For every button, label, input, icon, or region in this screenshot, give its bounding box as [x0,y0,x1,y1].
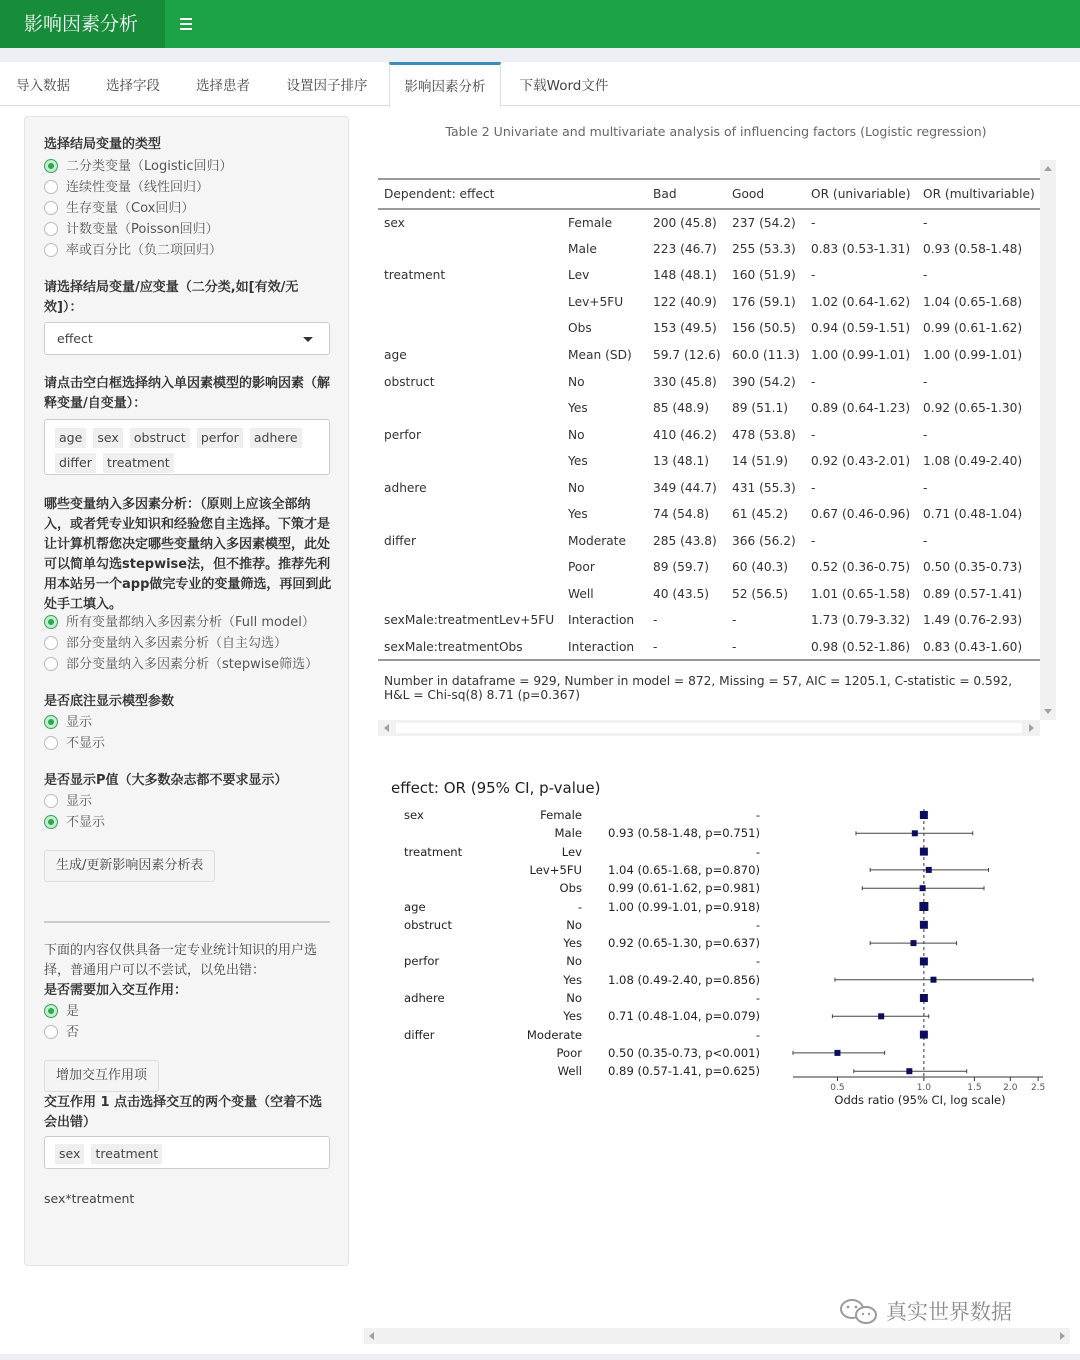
table-cell: 148 (48.1) [653,268,717,283]
table-cell: 153 (49.5) [653,321,717,336]
table-horizontal-scrollbar[interactable] [378,720,1040,736]
radio-circle-icon [44,180,58,194]
x-tick-label: 0.5 [830,1083,845,1093]
forest-text: - [755,1027,760,1042]
table-row [378,607,1040,634]
table-cell: treatment [384,268,446,283]
forest-var: treatment [404,844,463,859]
table-cell: Lev+5FU [568,294,624,309]
table-cell: Interaction [568,613,635,628]
x-tick-label: 2.0 [1003,1083,1018,1093]
top-navbar [0,0,1080,48]
table-cell: 52 (56.5) [732,586,789,601]
table-cell: 330 (45.8) [653,374,717,389]
forest-text: - [755,844,760,859]
table-cell: 1.02 (0.64-1.62) [811,294,911,309]
or-point [910,940,916,946]
table-caption: Table 2 Univariate and multivariate analysis of influencing factors (Logistic regression) [445,124,987,139]
x-tick-label: 1.0 [916,1083,932,1093]
table-cell: 478 (53.8) [732,427,796,442]
table-cell: Well [568,586,594,601]
table-cell: 1.04 (0.65-1.68) [923,294,1023,309]
or-point [920,1031,928,1039]
table-cell: 0.92 (0.65-1.30) [923,401,1023,416]
radio-full-model[interactable]: 所有变量都纳入多因素分析（Full model） [44,613,315,633]
table-cell: Moderate [568,533,626,548]
table-row [378,342,1040,369]
table-cell: - [647,634,726,661]
forest-text: - [755,808,760,822]
table-cell: No [568,374,585,389]
forest-var: age [404,899,426,914]
table-cell: - [726,634,805,661]
wechat-logo-icon [838,1296,882,1326]
table-row [378,554,1040,581]
forest-var: adhere [404,991,445,1005]
radio-pvalue-hide[interactable]: 不显示 [44,813,105,833]
tab-select-fields[interactable]: 选择字段 [106,78,160,94]
forest-level: Yes [563,1009,582,1024]
add-interaction-button[interactable]: 增加交互作用项 [44,1060,159,1092]
forest-text: - [755,917,760,932]
forest-level: Female [540,808,582,822]
table-cell: 0.83 (0.43-1.60) [917,634,1040,661]
forest-text: - [755,954,760,969]
forest-text: 0.71 (0.48-1.04, p=0.079) [608,1009,760,1024]
table-cell: 176 (59.1) [732,294,796,309]
col-header: OR (multivariable) [917,179,1040,209]
radio-footnote-hide[interactable]: 不显示 [44,734,105,754]
table-cell: 14 (51.9) [732,454,789,469]
table-cell: Interaction [562,634,647,661]
tab-factor-order[interactable]: 设置因子排序 [286,78,368,94]
radio-interaction-no[interactable]: 否 [44,1023,79,1043]
table-cell: 431 (55.3) [732,480,796,495]
interaction-label: 是否需要加入交互作用： [44,983,188,998]
table-row [378,395,1040,422]
or-point [920,811,928,819]
table-row [378,209,1040,236]
table-cell: 122 (40.9) [653,294,717,309]
or-point [912,830,918,836]
tab-import-data[interactable]: 导入数据 [16,78,70,94]
table-cell: 0.89 (0.64-1.23) [811,401,911,416]
table-cell: 60 (40.3) [732,560,789,575]
table-cell: Lev [568,268,590,283]
table-cell: 40 (43.5) [653,586,710,601]
table-cell: Yes [568,454,588,469]
table-row [378,262,1040,289]
table-cell: 61 (45.2) [732,507,789,522]
table-row [378,448,1040,475]
table-cell: 0.98 (0.52-1.86) [805,634,917,661]
divider [44,921,330,923]
table-cell: 0.83 (0.53-1.31) [811,241,911,256]
factor-tag[interactable]: age [55,428,86,448]
table-row [378,315,1040,342]
radio-circle-icon [44,243,58,257]
table-cell: 74 (54.8) [653,507,710,522]
col-header: Dependent: effect [378,179,562,209]
table-cell: - [923,480,928,495]
table-cell: Obs [568,321,592,336]
table-cell: 89 (51.1) [732,401,789,416]
outcome-var-label: 请选择结局变量/应变量（二分类,如[有效/无效]）： [44,280,299,315]
table-cell: 255 (53.3) [732,241,796,256]
table-cell: 0.52 (0.36-0.75) [811,560,911,575]
forest-level: Yes [563,936,582,951]
table-cell: - [732,613,737,628]
table-cell [378,554,562,581]
or-point [920,885,926,891]
forest-level: Obs [559,881,582,896]
generate-table-button[interactable]: 生成/更新影响因素分析表 [44,850,215,882]
radio-interaction-yes[interactable]: 是 [44,1002,79,1022]
forest-text: 0.99 (0.61-1.62, p=0.981) [608,881,760,896]
table-cell: 1.01 (0.65-1.58) [811,586,911,601]
factor-tag[interactable]: sex [93,428,122,448]
x-axis-label: Odds ratio (95% CI, log scale) [834,1093,1006,1107]
table-header-row [378,179,1040,209]
table-cell: 1.08 (0.49-2.40) [923,454,1023,469]
or-point [834,1050,840,1056]
table-cell: No [568,480,585,495]
header-strip [0,48,1080,62]
table-cell: Male [568,241,597,256]
results-table [378,178,1040,661]
forest-text: 0.50 (0.35-0.73, p<0.001) [608,1045,760,1060]
table-cell: 410 (46.2) [653,427,717,442]
scroll-right-icon[interactable] [1029,724,1034,732]
tab-factor-analysis[interactable]: 影响因素分析 [389,62,501,107]
table-cell: 0.67 (0.46-0.96) [811,507,911,522]
advanced-note: 下面的内容仅供具备一定专业统计知识的用户选择，普通用户可以不尝试，以免出错： [44,943,318,978]
table-cell: Mean (SD) [568,348,632,362]
table-cell: - [923,374,928,389]
table-row [378,421,1040,448]
radio-circle-icon [44,201,58,215]
table-row [378,634,1040,661]
forest-level: No [566,917,582,932]
pvalue-label: 是否显示P值（大多数杂志都不要求显示） [44,773,288,788]
table-cell: age [384,348,407,362]
forest-level: Yes [563,972,582,987]
scroll-up-icon[interactable] [1044,166,1052,171]
interaction-formula: sex*treatment [44,1191,135,1206]
forest-plot-title: effect: OR (95% CI, p-value) [391,779,601,797]
scroll-down-icon[interactable] [1044,709,1052,714]
table-cell [378,581,562,608]
table-cell: 0.93 (0.58-1.48) [923,241,1023,256]
settings-panel [24,116,349,1266]
table-cell [378,448,562,475]
table-row [378,528,1040,555]
table-cell: adhere [384,480,427,495]
forest-text: 0.92 (0.65-1.30, p=0.637) [608,936,760,951]
table-cell: - [811,533,816,548]
table-cell: - [923,215,928,230]
table-row [378,368,1040,395]
radio-circle-icon [44,1004,58,1018]
radio-circle-icon [44,159,58,173]
or-point [930,977,936,983]
interaction-tag[interactable]: treatment [91,1144,162,1164]
radio-count[interactable]: 计数变量（Poisson回归） [44,220,219,240]
scroll-left-icon[interactable] [369,1332,374,1340]
table-cell: 223 (46.7) [653,241,717,256]
forest-text: 0.89 (0.57-1.41, p=0.625) [608,1064,760,1079]
forest-level: Moderate [526,1027,582,1042]
forest-level: No [566,954,582,969]
factors-multiselect[interactable] [44,419,330,475]
table-cell [378,501,562,528]
table-cell: - [923,427,928,442]
forest-level: No [566,991,582,1005]
or-point [919,902,928,911]
table-row [378,581,1040,608]
radio-pvalue-show[interactable]: 显示 [44,792,92,812]
table-cell: - [811,480,816,495]
forest-level: - [577,899,582,914]
table-cell: No [568,427,585,442]
table-cell: 200 (45.8) [653,215,717,230]
interaction-tag[interactable]: sex [55,1144,84,1164]
forest-level: Well [557,1064,582,1079]
results-table-container [378,160,1056,736]
table-cell: 89 (59.7) [653,560,710,575]
table-cell: Yes [568,507,588,522]
table-cell: - [811,268,816,283]
radio-circle-icon [44,815,58,829]
table-cell [378,315,562,342]
table-cell: 156 (50.5) [732,321,796,336]
or-point [906,1068,912,1074]
radio-circle-icon [44,636,58,650]
radio-continuous[interactable]: 连续性变量（线性回归） [44,178,209,198]
radio-circle-icon [44,615,58,629]
forest-text: 0.93 (0.58-1.48, p=0.751) [608,826,760,841]
radio-circle-icon [44,222,58,236]
radio-circle-icon [44,657,58,671]
x-tick-label: 1.5 [967,1083,982,1093]
outcome-var-select[interactable] [44,322,330,355]
hamburger-icon[interactable] [176,13,196,35]
multi-analysis-label: 哪些变量纳入多因素分析：（原则上应该全部纳入，或者凭专业知识和经验您自主选择。下策才是让计算机帮您决定哪些变量纳入多因素模型，此处可以简单勾选stepwise法，但不推荐。推荐先利用本站另一个app做完专业的变量筛选，再回到此处手工填入。 [44,497,332,612]
scroll-left-icon[interactable] [384,724,389,732]
radio-survival[interactable]: 生存变量（Cox回归） [44,199,194,219]
radio-rate[interactable]: 率或百分比（负二项回归） [44,241,222,261]
interaction1-label: 交互作用 1 点击选择交互的两个变量（空着不选会出错） [44,1095,323,1130]
table-cell: - [923,533,928,548]
forest-text: - [755,991,760,1005]
outcome-var-value: effect [57,331,93,346]
forest-text: 1.00 (0.99-1.01, p=0.918) [608,899,760,914]
table-cell: - [811,215,816,230]
forest-plot-axes [780,772,1052,1122]
table-cell: - [811,374,816,389]
table-cell: 1.00 (0.99-1.01) [923,348,1023,362]
table-cell: 0.89 (0.57-1.41) [923,586,1023,601]
table-cell: - [923,268,928,283]
watermark-text: 真实世界数据 [886,1300,1012,1324]
radio-manual-select[interactable]: 部分变量纳入多因素分析（自主勾选） [44,634,287,654]
chevron-down-icon [303,337,313,342]
forest-text: 1.08 (0.49-2.40, p=0.856) [608,972,760,987]
model-footnote: Number in dataframe = 929, Number in model = 872, Missing = 57, AIC = 1205.1, C-statistic = 0.592, H&L = Chi-sq(8) 8.71 (p=0.367) [384,674,1013,702]
col-header: Good [726,179,805,209]
or-point [920,957,928,965]
forest-var: differ [404,1027,435,1042]
forest-var: perfor [404,954,440,969]
table-cell: Female [568,215,613,230]
outcome-type-label: 选择结局变量的类型 [44,137,162,152]
table-row [378,474,1040,501]
table-cell: obstruct [384,374,435,389]
table-cell: 1.49 (0.76-2.93) [923,613,1023,628]
or-point [920,848,928,856]
forest-text: 1.04 (0.65-1.68, p=0.870) [608,862,760,877]
table-cell [378,236,562,263]
forest-level: Lev+5FU [529,862,582,877]
forest-level: Poor [556,1045,582,1060]
table-cell: 285 (43.8) [653,533,717,548]
forest-plot [380,772,1052,1122]
radio-circle-icon [44,715,58,729]
table-cell: Yes [568,401,588,416]
radio-circle-icon [44,736,58,750]
page-horizontal-scrollbar[interactable] [364,1328,1070,1344]
radio-circle-icon [44,1025,58,1039]
table-cell [378,289,562,316]
table-cell: 366 (56.2) [732,533,796,548]
table-row [378,236,1040,263]
table-cell: 0.99 (0.61-1.62) [923,321,1023,336]
table-vertical-scrollbar[interactable] [1040,160,1056,720]
app-title: 影响因素分析 [0,0,165,48]
scroll-thumb[interactable] [1043,174,1053,714]
table-cell: sexMale:treatmentLev+5FU [384,613,555,628]
table-row [378,289,1040,316]
table-cell: 349 (44.7) [653,480,717,495]
col-header: Bad [647,179,726,209]
table-cell: 0.94 (0.59-1.51) [811,321,911,336]
footer-strip [0,1354,1080,1360]
radio-footnote-show[interactable]: 显示 [44,713,92,733]
factor-tag[interactable]: adhere [250,428,302,448]
table-cell: 1.73 (0.79-3.32) [811,613,911,628]
factor-tag[interactable]: obstruct [130,428,190,448]
interaction1-multiselect[interactable] [44,1136,330,1169]
table-cell: 0.50 (0.35-0.73) [923,560,1023,575]
table-cell: 0.71 (0.48-1.04) [923,507,1023,522]
table-cell: 13 (48.1) [653,454,710,469]
radio-binary[interactable]: 二分类变量（Logistic回归） [44,157,232,177]
factors-label: 请点击空白框选择纳入单因素模型的影响因素（解释变量/自变量）： [44,376,331,411]
factor-tag[interactable]: treatment [103,453,174,473]
table-row [378,501,1040,528]
forest-var: sex [404,808,424,822]
table-cell: 0.92 (0.43-2.01) [811,454,911,469]
forest-level: Male [554,826,582,841]
tab-download-word[interactable]: 下载Word文件 [519,78,609,94]
radio-circle-icon [44,794,58,808]
col-header [562,179,647,209]
scroll-thumb[interactable] [396,723,1022,733]
or-point [878,1013,884,1019]
table-cell: 1.00 (0.99-1.01) [811,348,911,362]
or-point [920,994,928,1002]
table-cell: 160 (51.9) [732,268,796,283]
table-cell: 85 (48.9) [653,401,710,416]
table-cell: sex [384,215,405,230]
tab-select-patients[interactable]: 选择患者 [196,78,250,94]
table-cell: 390 (54.2) [732,374,796,389]
tab-bar [0,62,1080,106]
or-point [920,921,928,929]
table-cell: sexMale:treatmentObs [378,634,562,661]
table-cell: differ [384,533,417,548]
x-tick-label: 2.5 [1030,1083,1046,1093]
table-cell: perfor [384,427,422,442]
factor-tag[interactable]: differ [55,453,96,473]
footnote-label: 是否底注显示模型参数 [44,694,175,709]
forest-var: obstruct [404,917,453,932]
scroll-right-icon[interactable] [1060,1332,1065,1340]
table-cell: 237 (54.2) [732,215,796,230]
or-point [926,867,932,873]
table-cell [378,395,562,422]
table-cell: Poor [568,560,595,575]
table-cell: 59.7 (12.6) [653,348,721,362]
table-cell: - [653,613,658,628]
radio-stepwise[interactable]: 部分变量纳入多因素分析（stepwise筛选） [44,655,318,675]
table-cell: 60.0 (11.3) [732,348,800,362]
forest-level: Lev [561,844,582,859]
factor-tag[interactable]: perfor [197,428,243,448]
col-header: OR (univariable) [805,179,917,209]
table-cell: - [811,427,816,442]
